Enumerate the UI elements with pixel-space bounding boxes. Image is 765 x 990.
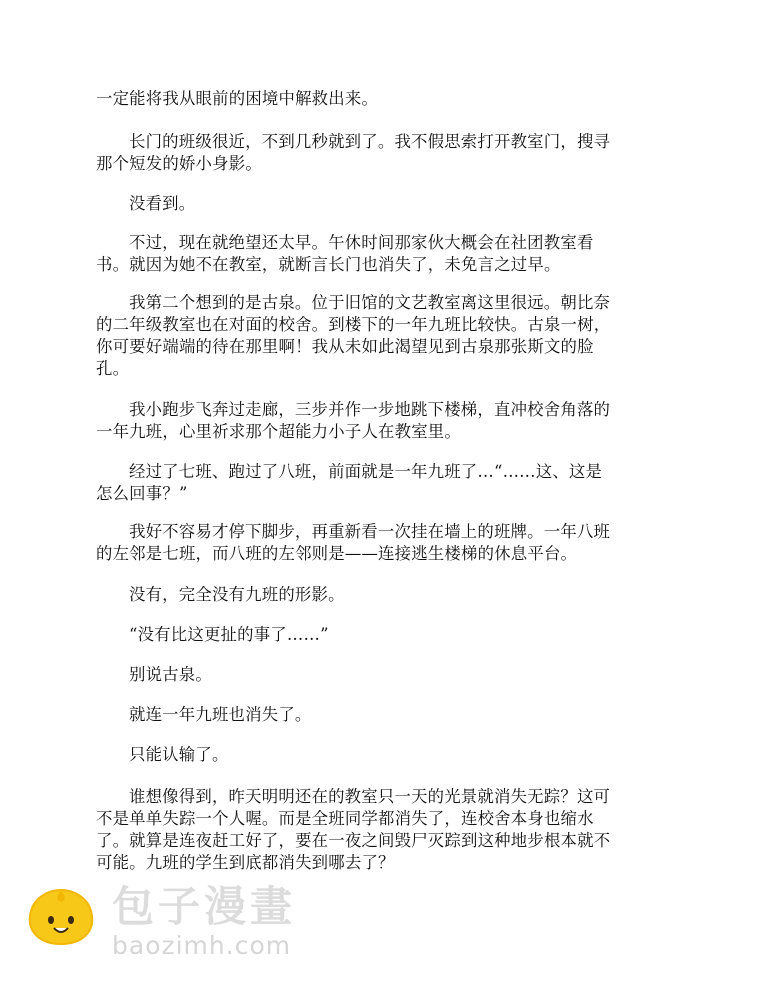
text-line: 就连一年九班也消失了。 xyxy=(129,705,312,724)
text-line: 怎么回事？” xyxy=(96,484,188,503)
paragraph-1 xyxy=(96,88,676,110)
text-line: 一定能将我从眼前的困境中解救出来。 xyxy=(96,89,379,108)
paragraph-14 xyxy=(96,786,676,874)
watermark-title: 包子漫畫 xyxy=(112,882,297,931)
text-line: 没看到。 xyxy=(129,194,196,213)
text-line: 不是单单失踪一个人喔。而是全班同学都消失了，连校舍本身也缩水 xyxy=(96,809,594,828)
paragraph-2 xyxy=(96,131,676,175)
watermark-url: baozimh.com xyxy=(112,931,292,960)
text-line: 没有，完全没有九班的形影。 xyxy=(129,585,345,604)
text-line: 长门的班级很近，不到几秒就到了。我不假思索打开教室门，搜寻 xyxy=(129,132,611,151)
text-line: 的左邻是七班，而八班的左邻则是——连接逃生楼梯的休息平台。 xyxy=(96,544,578,563)
text-line: 别说古泉。 xyxy=(129,665,212,684)
text-line: 了。就算是连夜赶工好了，要在一夜之间毁尸灭踪到这种地步根本就不 xyxy=(96,831,611,850)
paragraph-12 xyxy=(96,704,676,726)
text-line: 我小跑步飞奔过走廊，三步并作一步地跳下楼梯，直冲校舍角落的 xyxy=(129,400,611,419)
text-line: “没有比这更扯的事了……” xyxy=(129,625,329,644)
text-line: 可能。九班的学生到底都消失到哪去了？ xyxy=(96,853,395,872)
paragraph-7 xyxy=(96,461,676,505)
text-line: 书。就因为她不在教室，就断言长门也消失了，未免言之过早。 xyxy=(96,255,561,274)
paragraph-5 xyxy=(96,292,676,380)
paragraph-10 xyxy=(96,624,676,646)
text-line: 的二年级教室也在对面的校舍。到楼下的一年九班比较快。古泉一树， xyxy=(96,315,611,334)
paragraph-13 xyxy=(96,744,676,766)
text-line: 那个短发的娇小身影。 xyxy=(96,154,262,173)
text-line: 我第二个想到的是古泉。位于旧馆的文艺教室离这里很远。朝比奈 xyxy=(129,293,611,312)
text-line: 一年九班，心里祈求那个超能力小子人在教室里。 xyxy=(96,422,461,441)
text-line: 孔。 xyxy=(96,359,130,378)
paragraph-3 xyxy=(96,193,676,215)
paragraph-4 xyxy=(96,232,676,276)
paragraph-11 xyxy=(96,664,676,686)
text-line: 经过了七班、跑过了八班，前面就是一年九班了…“……这、这是 xyxy=(129,462,603,481)
paragraph-9 xyxy=(96,584,676,606)
paragraph-8 xyxy=(96,521,676,565)
text-line: 只能认输了。 xyxy=(129,745,229,764)
paragraph-6 xyxy=(96,399,676,443)
text-line: 谁想像得到，昨天明明还在的教室只一天的光景就消失无踪？这可 xyxy=(129,787,611,806)
text-line: 我好不容易才停下脚步，再重新看一次挂在墙上的班牌。一年八班 xyxy=(129,522,611,541)
baozi-bun-logo-icon xyxy=(26,886,96,950)
text-line: 不过，现在就绝望还太早。午休时间那家伙大概会在社团教室看 xyxy=(129,233,594,252)
text-line: 你可要好端端的待在那里啊！我从未如此渴望见到古泉那张斯文的脸 xyxy=(96,337,594,356)
